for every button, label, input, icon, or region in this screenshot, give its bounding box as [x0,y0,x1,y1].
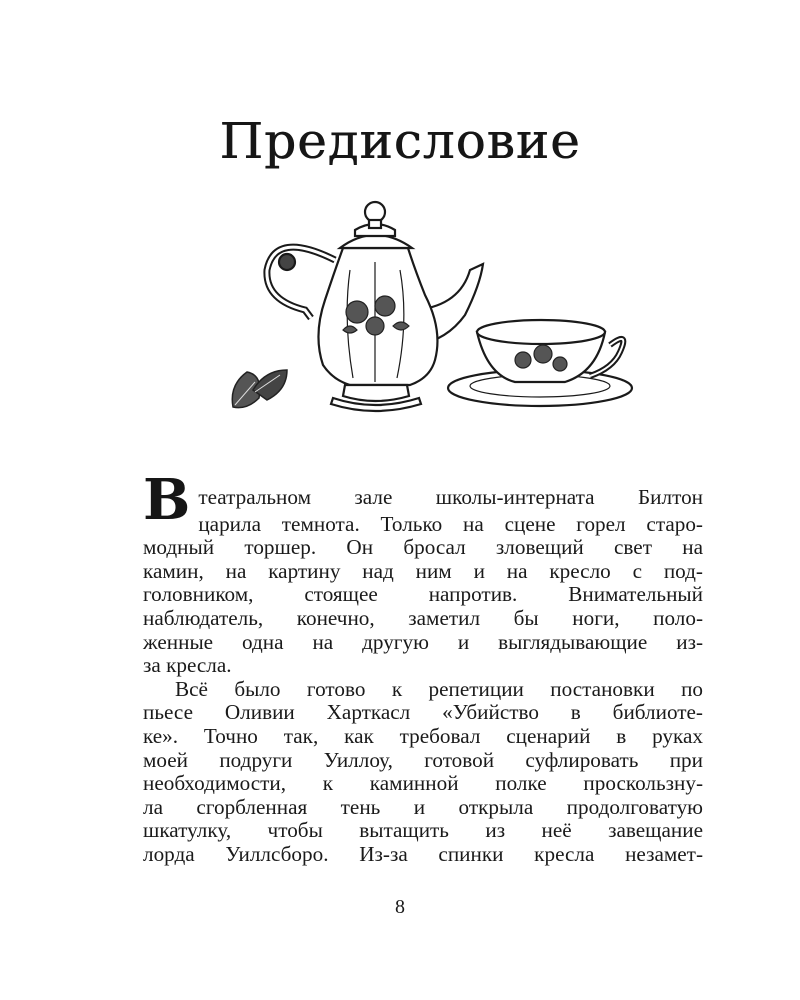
text-line: модный торшер. Он бросал зловещий свет на [143,535,703,560]
drop-cap: В [143,467,191,533]
text-line: за кресла. [143,653,232,678]
text-line: театральном зале школы-интерната Билтон [198,485,703,509]
text-line: женные одна на другую и выглядывающие из- [143,629,703,654]
text-line: моей подруги Уиллоу, готовой суфлировать при [143,747,703,772]
text-line: лорда Уиллсборо. Из-за спинки кресла незамет- [143,841,703,866]
text-line: ла сгорбленная тень и открыла продолговатую [143,794,703,819]
body-text [143,467,703,867]
text-line: Всё было готово к репетиции постановки по [175,676,703,701]
teapot-icon [267,202,483,411]
page-number: 8 [395,896,405,918]
text-line: шкатулку, чтобы вытащить из неё завещание [143,818,703,843]
teacup-icon [448,320,632,406]
teapot-teacup-illustration [225,200,635,425]
text-line: камин, на картину над ним и на кресло с под- [143,558,703,583]
text-line: ке». Точно так, как требовал сценарий в руках [143,723,703,748]
text-line: головником, стоящее напротив. Внимательный [143,582,703,607]
text-line: необходимости, к каминной полке проскользну- [143,771,703,796]
text-line: наблюдатель, конечно, заметил бы ноги, поло- [143,605,703,630]
page-title: Предисловие [219,112,581,170]
leaf-icon [232,370,287,408]
text-line: царила темнота. Только на сцене горел старо- [198,511,703,536]
text-line: пьесе Оливии Харткасл «Убийство в библиоте- [143,700,703,725]
